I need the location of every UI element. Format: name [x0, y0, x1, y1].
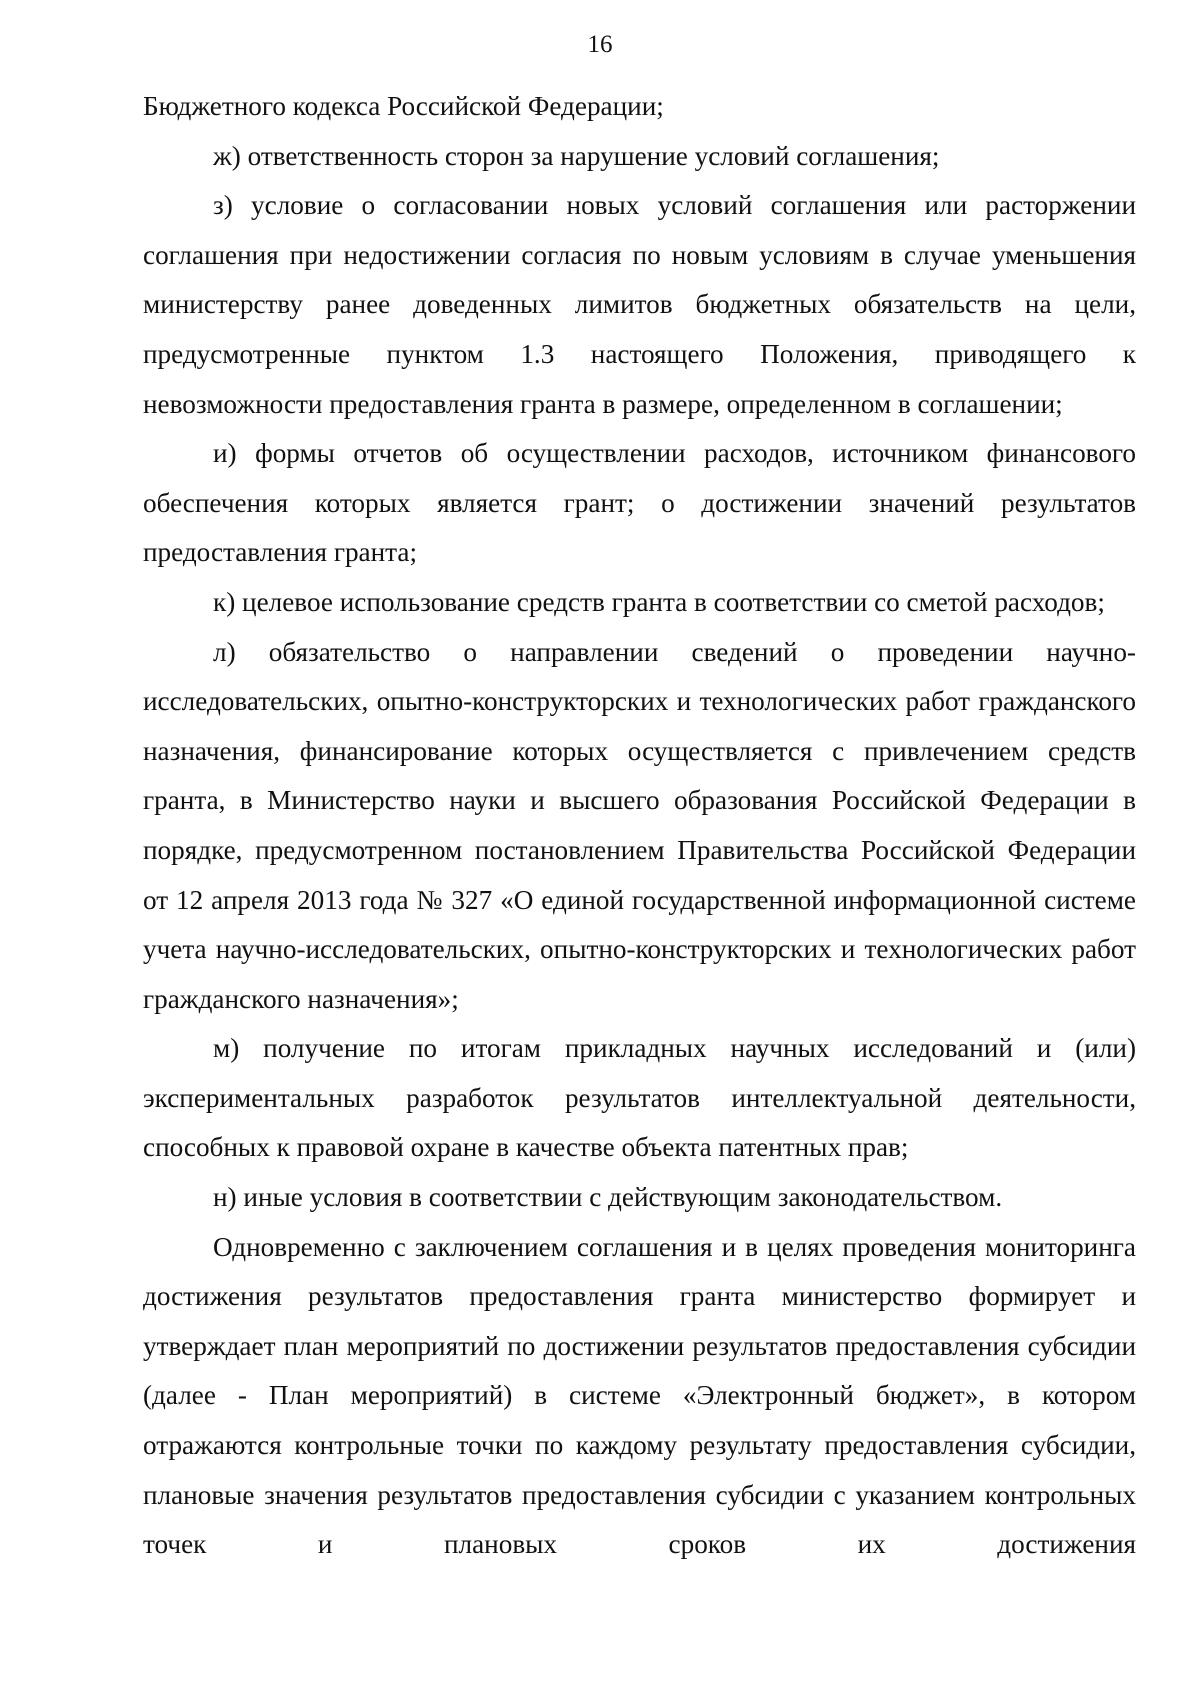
paragraph-budget-code-continuation: Бюджетного кодекса Российской Федерации; — [143, 91, 664, 121]
paragraph-monitoring-plan: Одновременно с заключением соглашения и в целях проведения мониторинга достижения результатов предоставления гранта министерство формирует и утверждает план мероприятий по достижении результатов предоставления субсидии (далее - План мероприятий) в системе «Электронный бюджет», в котором отражаются контрольные точки по каждому результату предоставления субсидии, плановые значения результатов предоставления субсидии с указанием контрольных точек и плановых сроков их достижения — [143, 1231, 1136, 1560]
paragraph-item-m: м) получение по итогам прикладных научных исследований и (или) экспериментальных разработок результатов интеллектуальной деятельности, способных к правовой охране в качестве объекта патентных прав; — [143, 1033, 1136, 1163]
paragraph-item-l: л) обязательство о направлении сведений о проведении научно-исследовательских, опытно-конструкторских и технологических работ гражданского назначения, финансирование которых осуществляется с привлечением средств гранта, в Министерство науки и высшего образования Российской Федерации в порядке, предусмотренном постановлением Правительства Российской Федерации от 12 апреля 2013 года № 327 «О единой государственной информационной системе учета научно-исследовательских, опытно-конструкторских и технологических работ гражданского назначения»; — [143, 636, 1136, 1014]
paragraph-item-z: з) условие о согласовании новых условий соглашения или расторжении соглашения при недостижении согласия по новым условиям в случае уменьшения министерству ранее доведенных лимитов бюджетных обязательств на цели, предусмотренные пунктом 1.3 настоящего Положения, приводящего к невозможности предоставления гранта в размере, определенном в соглашении; — [143, 190, 1136, 419]
paragraph-item-k: к) целевое использование средств гранта в соответствии со сметой расходов; — [213, 586, 1105, 617]
paragraph-item-i: и) формы отчетов об осуществлении расходов, источником финансового обеспечения которых является грант; о достижении значений результатов предоставления гранта; — [143, 438, 1136, 568]
paragraph-item-zh: ж) ответственность сторон за нарушение условий соглашения; — [213, 140, 940, 171]
document-body — [143, 82, 1136, 1570]
paragraph-item-n: н) иные условия в соответствии с действующим законодательством. — [213, 1182, 1003, 1213]
page-number: 16 — [587, 31, 613, 58]
